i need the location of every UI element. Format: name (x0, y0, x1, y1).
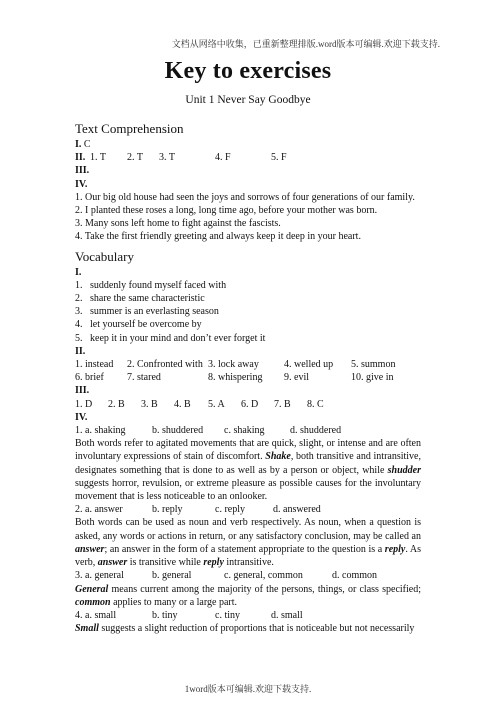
footer-note: 1word版本可编辑.欢迎下载支持. (184, 684, 312, 694)
answer: b. shuddered (152, 425, 204, 437)
answer: 1. a. shaking (75, 425, 126, 437)
page-title: Key to exercises (164, 58, 332, 84)
answer: C (83, 139, 91, 150)
explanation-paragraph (75, 437, 421, 503)
term: Shake (265, 451, 291, 463)
answer: 2. B (108, 398, 125, 410)
section-heading-text-comprehension: Text Comprehension (75, 121, 184, 136)
item-number: 4. (75, 319, 83, 331)
answer: d. small (271, 609, 303, 621)
list-item: 4. Take the first friendly greeting and always keep it deep in your heart. (75, 231, 361, 243)
answer: 10. give in (351, 372, 394, 384)
text: Both words can be used as noun and verb respectively. As noun, when a question is asked, any words or actions in return, or any satisfactory conclusion, may be called an (75, 517, 421, 542)
text: suggests horror, revulsion, or extreme pleasure as possible causes for the involuntary movement that is less noticeable to an onlooker. (75, 477, 421, 503)
text: is transitive while (127, 557, 204, 569)
answer: 4. B (174, 398, 191, 410)
answer: 1. T (90, 152, 106, 164)
list-item (75, 279, 421, 292)
tc-part-iii-label: III. (75, 165, 90, 177)
term: answer (97, 557, 128, 569)
answer: 3. a. general (75, 570, 124, 582)
tc-part-i (75, 138, 421, 151)
text: ; an answer in the form of a statement appropriate to the question is a (104, 543, 385, 555)
answer: 5. F (271, 152, 287, 164)
answer: 6. brief (75, 372, 104, 384)
item-text: suddenly found myself faced with (90, 279, 227, 291)
explanation-paragraph (75, 622, 421, 635)
text: , both transitive and intransitive, designates something that is done to as well as by a person or object, while (75, 451, 421, 476)
text: means current among the majority of the persons, things, or class specified; (108, 583, 421, 595)
answer: 1. instead (75, 359, 114, 371)
answer: 4. a. small (75, 609, 117, 621)
answer: 9. evil (284, 372, 309, 384)
answer: 4. F (215, 152, 231, 164)
answer: 4. welled up (284, 359, 334, 371)
answer: 7. stared (127, 372, 161, 384)
text: intransitive. (223, 557, 274, 569)
voc-iii-row (75, 398, 421, 411)
list-item: 2. I planted these roses a long, long time ago, before your mother was born. (75, 205, 378, 217)
answer: d. answered (273, 504, 321, 516)
text: applies to many or a large part. (110, 596, 238, 608)
answer: b. tiny (152, 609, 178, 621)
answer: 2. a. answer (75, 504, 123, 516)
answer: d. common (332, 570, 377, 582)
answer: 3. B (141, 398, 158, 410)
question-row (75, 503, 421, 516)
document-body (75, 118, 421, 635)
answer: 3. lock away (208, 359, 259, 371)
question-row (75, 609, 421, 622)
answer: 8. C (307, 398, 324, 410)
item-number: 2. (75, 293, 83, 305)
question-row (75, 424, 421, 437)
list-item (75, 305, 421, 318)
answer: b. reply (152, 504, 183, 516)
answer: 3. T (159, 152, 175, 164)
term: answer (75, 543, 105, 555)
answer: c. shaking (224, 425, 265, 437)
answer: c. reply (215, 504, 245, 516)
tc-part-ii (75, 151, 421, 164)
explanation-paragraph (75, 583, 421, 609)
term: reply (203, 557, 224, 569)
text: Both words refer to agitated movements that are quick, slight, or intense and are often involuntary expressions of stain of discomfort. (75, 438, 421, 463)
item-number: 3. (75, 306, 83, 318)
header-note: 文档从网络中收集，已重新整理排版.word版本可编辑.欢迎下载支持. (171, 39, 440, 49)
question-row (75, 569, 421, 582)
section-heading-vocabulary: Vocabulary (75, 248, 134, 264)
list-item (75, 318, 421, 331)
list-item (75, 332, 421, 345)
answer: c. tiny (215, 609, 240, 621)
term: General (75, 583, 109, 595)
term: shudder (387, 464, 421, 476)
answer: 1. D (75, 398, 93, 410)
voc-part-i-label: I. (75, 266, 82, 278)
answer: 5. summon (351, 359, 396, 371)
item-number: 5. (75, 332, 83, 344)
part-label: I. (75, 139, 82, 150)
list-item: 3. Many sons left home to fight against the fascists. (75, 218, 281, 230)
answer: 2. T (127, 152, 143, 164)
voc-part-ii-label: II. (75, 345, 86, 357)
term: reply (384, 543, 406, 555)
answer: c. general, common (224, 570, 303, 582)
answer: b. general (152, 570, 192, 582)
voc-ii-row (75, 371, 421, 384)
answer: 8. whispering (208, 372, 263, 384)
answer: 2. Confronted with (127, 359, 203, 371)
item-text: keep it in your mind and don’t ever forget it (90, 332, 266, 344)
answer: 6. D (241, 398, 259, 410)
list-item (75, 292, 421, 305)
answer: d. shuddered (290, 425, 342, 437)
part-label: II. (75, 152, 86, 164)
explanation-paragraph (75, 516, 421, 569)
page-subtitle: Unit 1 Never Say Goodbye (185, 94, 311, 106)
tc-part-iv-label: IV. (75, 178, 88, 190)
voc-part-iii-label: III. (75, 385, 90, 397)
voc-part-iv-label: IV. (75, 411, 88, 423)
answer: 7. B (274, 398, 291, 410)
answer: 5. A (208, 398, 225, 410)
list-item: 1. Our big old house had seen the joys and sorrows of four generations of our family. (75, 191, 415, 203)
text: . As verb, (75, 543, 421, 569)
term: Small (75, 623, 99, 635)
voc-ii-row (75, 358, 421, 371)
item-text: share the same characteristic (90, 293, 205, 305)
item-text: summer is an everlasting season (90, 306, 219, 318)
term: common (75, 596, 111, 608)
text: suggests a slight reduction of proportions that is noticeable but not necessarily (98, 623, 415, 635)
item-number: 1. (75, 279, 83, 291)
item-text: let yourself be overcome by (90, 319, 202, 331)
